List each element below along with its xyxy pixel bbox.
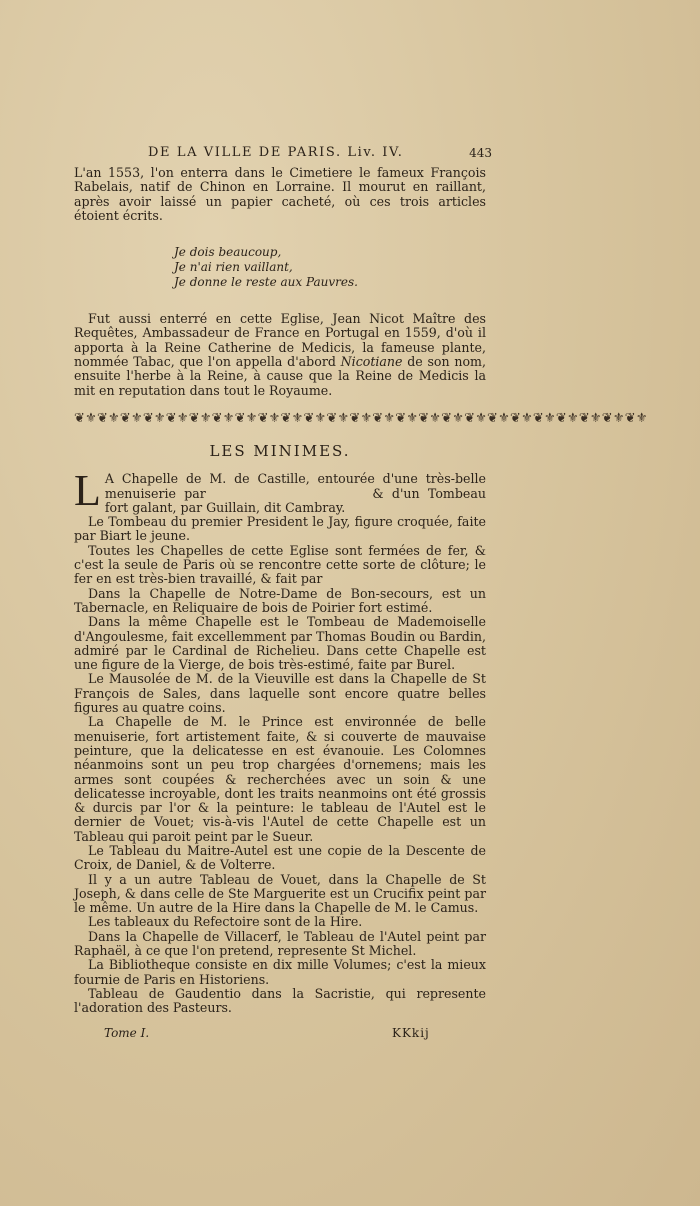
minimes-paragraph: Tableau de Gaudentio dans la Sacristie, qui represente l'adoration des Pasteurs. (74, 985, 486, 1016)
page-number: 443 (469, 146, 492, 160)
nicot-text-before: Fut aussi enterré en cette Eglise, Jean Nicot Maître des Requêtes, Ambassadeur de France en Portugal en 1559, d'où il apporta à la Reine Catherine de Medicis, la fameuse plante, nommée Tabac, que l'on appella d'abord (74, 311, 486, 370)
verse-line: Je donne le reste aux Pauvres. (174, 275, 358, 290)
volume-label: Tome I. (104, 1025, 150, 1040)
minimes-paragraph: Dans la Chapelle de Notre-Dame de Bon-secours, est un Tabernacle, en Reliquaire de bois de Poirier fort estimé. (74, 585, 486, 615)
nicot-italic-word: Nicotiane (340, 354, 403, 370)
verse-line: Je dois beaucoup, (174, 245, 282, 260)
minimes-paragraph: Dans la même Chapelle est le Tombeau de Mademoiselle d'Angoulesme, fait excellemment par Thomas Boudin ou Bardin, admiré par le Cardinal de Richelieu. Dans cette Chapelle est une figure de la Vierge, de bois très-estimé, faite par Burel. (74, 614, 486, 673)
minimes-paragraph: La Chapelle de M. le Prince est environnée de belle menuiserie, fort artistement faite, & si couverte de mauvaise peinture, que la delicatesse en est évanouie. Les Colomnes néanmoins sont un peu trop chargées d'ornemens; mais les armes sont coupées & recherchées avec un soin & une delicatesse incroyable, dont les traits neanmoins ont été grossis & durcis par l'or & la peinture: le tableau de l'Autel est le dernier de Vouet; vis-à-vis l'Autel de cette Chapelle est un Tableau qui paroit peint par le Sueur. (74, 714, 486, 844)
minimes-paragraph: La Bibliotheque consiste en dix mille Volumes; c'est la mieux fournie de Paris en Historiens. (74, 957, 486, 987)
verse-line: Je n'ai rien vaillant, (174, 260, 293, 275)
minimes-paragraph: Le Mausolée de M. de la Vieuville est dans la Chapelle de St François de Sales, dans laquelle sont encore quatre belles figures au quatre coins. (74, 671, 486, 716)
drop-cap: L (74, 466, 101, 516)
rabelais-verse (174, 245, 486, 290)
first-text-after: & d'un Tombeau fort galant, par Guillain, dit Cambray. (104, 485, 486, 515)
signature-mark: KKkij (392, 1025, 430, 1040)
book-page (74, 145, 648, 1042)
fleuron-ornament-band: ❦⚜❦⚜❦⚜❦⚜❦⚜❦⚜❦⚜❦⚜❦⚜❦⚜❦⚜❦⚜❦⚜❦⚜❦⚜❦⚜❦⚜❦⚜❦⚜❦⚜❦⚜❦⚜❦⚜❦⚜❦⚜ (74, 410, 648, 426)
minimes-paragraph: Il y a un autre Tableau de Vouet, dans la Chapelle de St Joseph, & dans celle de Ste Marguerite est un Crucifix peint par le même. Un autre de la Hire dans la Chapelle de M. le Camus. (74, 871, 486, 916)
running-head (74, 145, 492, 166)
minimes-paragraph: Les tableaux du Refectoire sont de la Hire. (88, 914, 363, 930)
nicot-text-after: de son nom, ensuite l'herbe à la Reine, à cause que la Reine de Medicis la mit en reputation dans tout le Royaume. (74, 354, 486, 398)
page-footer (74, 1026, 486, 1042)
minimes-paragraph: Le Tableau du Maitre-Autel est une copie de la Descente de Croix, de Daniel, & de Volterre. (74, 842, 486, 873)
nicot-paragraph (74, 312, 486, 398)
minimes-paragraph: Toutes les Chapelles de cette Eglise sont fermées de fer, & c'est la seule de Paris où se rencontre cette sorte de clôture; le fer en est très-bien travaillé, & fait par (74, 542, 486, 587)
rabelais-paragraph: L'an 1553, l'on enterra dans le Cimetiere le fameux François Rabelais, natif de Chinon en Lorraine. Il mourut en raillant, après avoir laissé un papier cacheté, où ces trois articles étoient écrits. (74, 165, 486, 223)
minimes-first-paragraph (74, 466, 486, 516)
minimes-paragraph: Le Tombeau du premier President le Jay, figure croquée, faite par Biart le jeune. (74, 514, 486, 544)
running-title: DE LA VILLE DE PARIS. Liv. IV. (148, 145, 404, 160)
minimes-paragraph: Dans la Chapelle de Villacerf, le Tableau de l'Autel peint par Raphaël, à ce que l'on pretend, represente St Michel. (74, 928, 486, 959)
section-title: LES MINIMES. (209, 441, 351, 460)
first-text-before: A Chapelle de M. de Castille, entourée d'une très-belle menuiserie par (104, 471, 486, 501)
